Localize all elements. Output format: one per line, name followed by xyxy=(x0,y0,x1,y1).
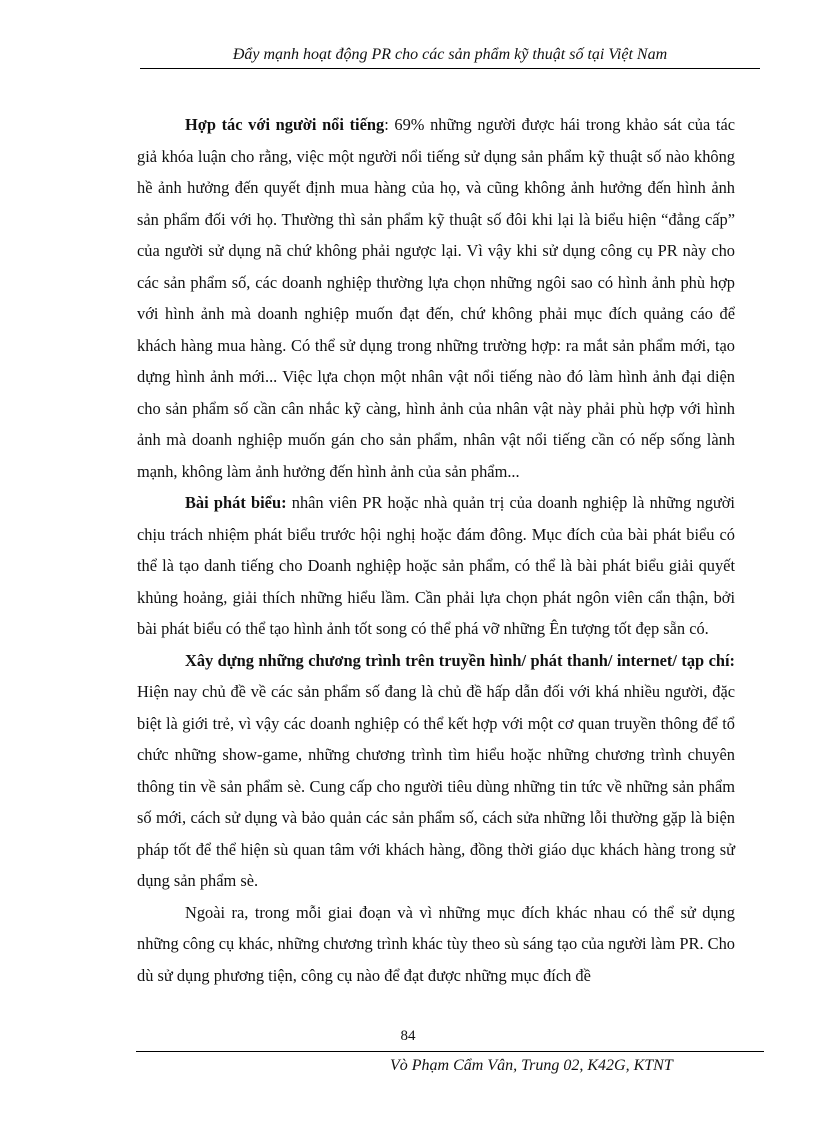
running-header: Đẩy mạnh hoạt động PR cho các sản phẩm kỹ thuật số tại Việt Nam xyxy=(232,46,668,63)
paragraph-text: Ngoài ra, trong mỗi giai đoạn và vì những mục đích khác nhau có thể sử dụng những công cụ khác, những chương trình khác tùy theo sù sáng tạo của người làm PR. Cho dù sử dụng phương tiện, công cụ nào để đạt được những mục đích đề xyxy=(137,902,735,985)
document-body xyxy=(137,109,735,991)
paragraph-text: Hiện nay chủ đề về các sản phẩm số đang là chủ đề hấp dẫn đối với khá nhiều người, đặc biệt là giới trẻ, vì vậy các doanh nghiệp có thể kết hợp với một cơ quan truyền thông để tổ chức những show-game, những chương trình tìm hiểu hoặc những chương trình chuyên thông tin về sản phẩm sè. Cung cấp cho người tiêu dùng những tin tức về những sản phẩm số mới, cách sử dụng và bảo quản các sản phẩm số, cách sửa những lỗi thường gặp là biện pháp tốt để thể hiện sù quan tâm với khách hàng, đồng thời giáo dục khách hàng trong sử dụng sản phẩm sè. xyxy=(137,682,735,890)
paragraph-text: : 69% những người được hái trong khảo sát của tác giả khóa luận cho rằng, việc một người nổi tiếng sử dụng sản phẩm kỹ thuật số nào không hề ảnh hưởng đến quyết định mua hàng của họ, và cũng không ảnh hưởng đến hình ảnh sản phẩm đối với họ. Thường thì sản phẩm kỹ thuật số đôi khi lại là biểu hiện “đẳng cấp” của người sử dụng nã chứ không phải ngược lại. Vì vậy khi sử dụng công cụ PR này cho các sản phẩm số, các doanh nghiệp thường lựa chọn những ngôi sao có hình ảnh phù hợp với hình ảnh mà doanh nghiệp muốn đạt đến, chứ không phải mục đích quảng cáo để khách hàng mua hàng. Có thể sử dụng trong những trường hợp: ra mắt sản phẩm mới, tạo dựng hình ảnh mới... Việc lựa chọn một nhân vật nổi tiếng nào đó làm hình ảnh đại diện cho sản phẩm số cần cân nhắc kỹ càng, hình ảnh của nhân vật này phải phù hợp với hình ảnh mà doanh nghiệp muốn gán cho sản phẩm, nhân vật nổi tiếng cần có nếp sống lành mạnh, không làm ảnh hưởng đến hình ảnh của sản phẩm... xyxy=(137,115,736,481)
paragraph-speech xyxy=(137,487,735,645)
paragraph-text: nhân viên PR hoặc nhà quản trị của doanh nghiệp là những người chịu trách nhiệm phát biểu trước hội nghị hoặc đám đông. Mục đích của bài phát biểu có thể là tạo danh tiếng cho Doanh nghiệp hoặc sản phẩm, có thể là bài phát biểu giải quyết khủng hoảng, giải thích những hiểu lầm. Cần phải lựa chọn phát ngôn viên cẩn thận, bởi bài phát biểu có thể tạo hình ảnh tốt song có thể phá vỡ những Ên tượng tốt đẹp sẵn có. xyxy=(137,493,735,638)
running-footer: Vò Phạm Cẩm Vân, Trung 02, K42G, KTNT xyxy=(390,1057,673,1074)
footer-divider xyxy=(136,1051,764,1052)
paragraph-other-tools xyxy=(137,897,735,992)
paragraph-heading: Hợp tác với người nổi tiếng xyxy=(185,115,385,134)
paragraph-heading: Bài phát biểu: xyxy=(185,493,287,512)
paragraph-heading: Xây dựng những chương trình trên truyền hình/ phát thanh/ internet/ tạp chí: xyxy=(185,650,735,670)
paragraph-celebrity-collaboration xyxy=(137,109,735,487)
paragraph-media-programs xyxy=(137,645,735,897)
header-divider xyxy=(140,68,760,69)
page-number: 84 xyxy=(400,1028,416,1044)
